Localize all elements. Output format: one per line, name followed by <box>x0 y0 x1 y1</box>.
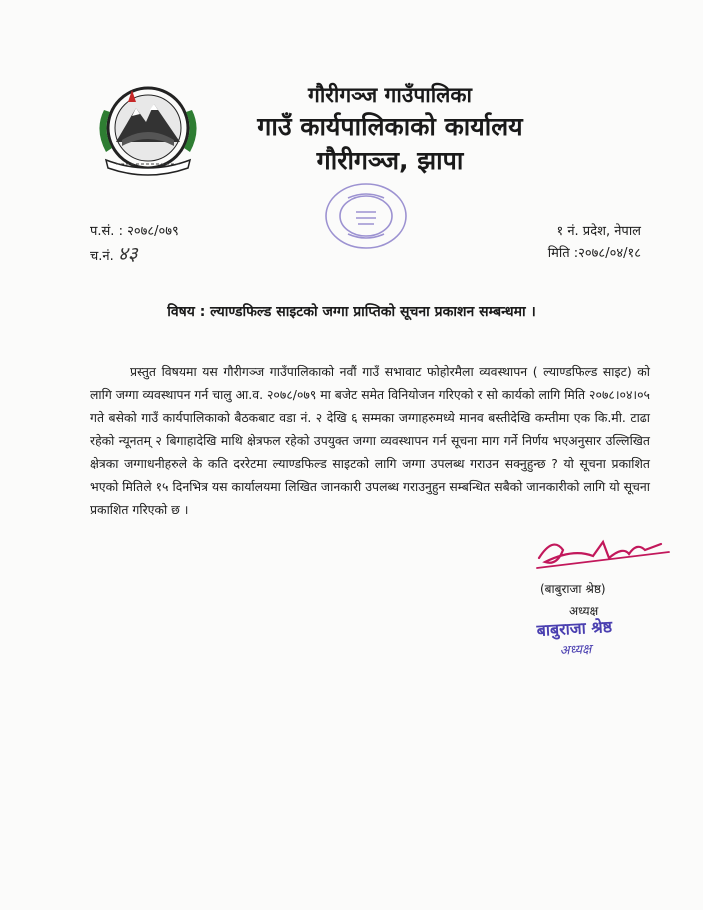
office-location: गौरीगञ्ज, झापा <box>316 146 464 175</box>
signatory-title: अध्यक्ष <box>569 604 599 618</box>
stamp-name: बाबुराजा श्रेष्ठ <box>536 617 613 640</box>
office-seal-stamp-icon <box>318 178 414 256</box>
notice-body: प्रस्तुत विषयमा यस गौरीगञ्ज गाउँपालिकाको नवौं गाउँ सभावाट फोहोरमैला व्यवस्थापन ( ल्याण्डफिल्ड साइट) को लागि जग्गा व्यवस्थापन गर्न चालु आ.व. २०७८/०७९ मा बजेट समेत विनियोजन गरिएको र सो कार्यको लागि मिति २०७८।०४।०५ गते बसेको गाउँ कार्यपालिकाको बैठकबाट वडा नं. २ देखि ६ सम्मका जग्गाहरुमध्ये मानव बस्तीदेखि कम्तीमा एक कि.मी. टाढा रहेको न्यूनतम् २ बिगाहादेखि माथि क्षेत्रफल रहेको उपयुक्त जग्गा व्यवस्थापन गर्न सूचना माग गर्ने निर्णय भएअनुसार उल्लिखित क्षेत्रका जग्गाधनीहरुले के कति दररेटमा ल्याण्डफिल्ड साइटको लागि जग्गा उपलब्ध गराउन सक्नुहुन्छ ? यो सूचना प्रकाशित भएको मितिले १५ दिनभित्र यस कार्यालयमा लिखित जानकारी उपलब्ध गराउनुहुन सम्बन्धित सबैको जानकारीको लागि यो सूचना प्रकाशित गरिएको छ । <box>90 364 650 518</box>
date-line: मिति :२०७८/०४/१८ <box>547 246 641 261</box>
nepal-government-emblem-icon <box>92 80 204 180</box>
signatory-stamp <box>519 615 631 665</box>
dispatch-label: च.नं. <box>90 249 114 264</box>
location-date-block <box>548 221 641 265</box>
municipality-name: गौरीगञ्ज गाउँपालिका <box>308 83 472 107</box>
dispatch-number-line <box>90 243 179 268</box>
letterhead <box>200 80 580 178</box>
dispatch-number: ४३ <box>117 243 138 265</box>
office-name: गाउँ कार्यपालिकाको कार्यालय <box>257 112 523 141</box>
province-line: १ नं. प्रदेश, नेपाल <box>556 224 641 239</box>
reference-block <box>90 221 179 268</box>
stamp-title: अध्यक्ष <box>559 642 592 659</box>
letter-number: प.सं. : २०७८/०७९ <box>90 224 179 239</box>
handwritten-signature-icon <box>533 528 673 578</box>
subject-line: विषय : ल्याण्डफिल्ड साइटको जग्गा प्राप्तिको सूचना प्रकाशन सम्बन्धमा । <box>167 304 536 320</box>
signatory-name: (बाबुराजा श्रेष्ठ) <box>540 582 606 596</box>
